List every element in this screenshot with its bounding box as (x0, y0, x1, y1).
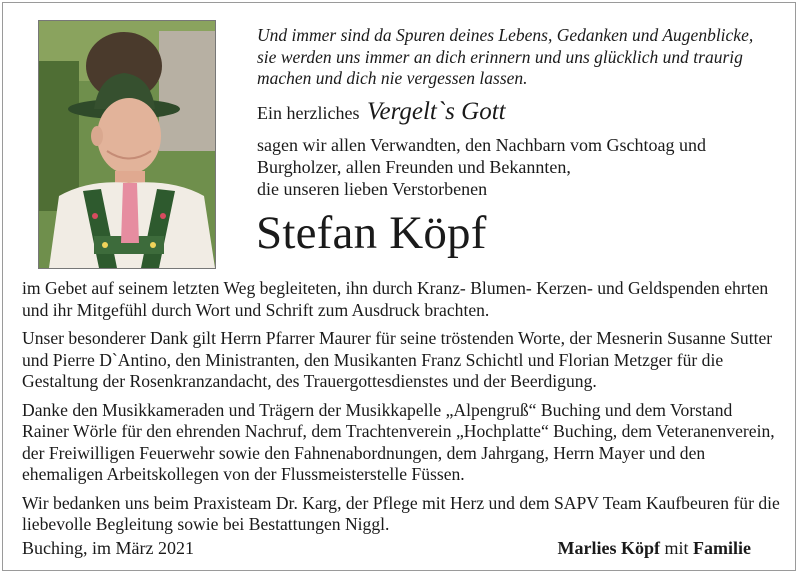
signature (558, 538, 751, 559)
paragraph: Wir bedanken uns beim Praxisteam Dr. Karg, der Pflege mit Herz und dem SAPV Team Kaufbeuren für die liebevolle Begleitung sowie bei Bestattungen Niggl. (22, 492, 780, 534)
paragraph: Unser besonderer Dank gilt Herrn Pfarrer Maurer für seine tröstenden Worte, der Mesnerin Susanne Sutter und Pierre D`Antino, den Ministranten, den Musikanten Franz Schichtl und Florian Metzger für die Gestaltung der Rosenkranzandacht, des Trauergottesdienstes und der Beerdigung. (22, 328, 773, 391)
thanks-prefix: Ein herzliches (257, 103, 360, 123)
thank-you-text (22, 278, 782, 543)
signature-mit: mit (664, 538, 689, 558)
thanks-line-3: die unseren lieben Verstorbenen (257, 179, 488, 199)
thanks-vergelts-gott: Vergelt`s Gott (366, 98, 506, 125)
signature-family: Familie (693, 538, 751, 558)
thanks-line-2: Burgholzer, allen Freunden und Bekannten, (257, 157, 571, 177)
paragraph: Danke den Musikkameraden und Trägern der Musikkapelle „Alpengruß“ Buching und dem Vorstand Rainer Wörle für den ehrenden Nachruf, dem Trachtenverein „Hochplatte“ Buching, dem Veteranenverein, der Freiwilligen Feuerwehr sowie den Fahnenabordnungen, dem Jahrgang, Herrn Mayer und den ehemaligen Arbeitskollegen von der Flussmeisterstelle Füssen. (22, 399, 775, 484)
deceased-name: Stefan Köpf (256, 207, 487, 259)
portrait-photo (38, 20, 216, 269)
obituary-card (2, 2, 796, 571)
portrait-illustration (39, 21, 215, 268)
thanks-heading (257, 98, 506, 126)
intro-verse: Und immer sind da Spuren deines Lebens, Gedanken und Augenblicke, sie werden uns immer an dich erinnern und uns glücklich und traurig machen und dich nie vergessen lassen. (257, 25, 754, 88)
thanks-line-1: sagen wir allen Verwandten, den Nachbarn vom Gschtoag und (257, 135, 707, 155)
thanks-body (257, 134, 777, 200)
place-date: Buching, im März 2021 (22, 538, 194, 558)
paragraph: im Gebet auf seinem letzten Weg begleiteten, ihn durch Kranz- Blumen- Kerzen- und Geldspenden ehrten und ihr Mitgefühl durch Wort und Schrift zum Ausdruck brachten. (22, 278, 769, 320)
signature-name: Marlies Köpf (557, 538, 660, 558)
